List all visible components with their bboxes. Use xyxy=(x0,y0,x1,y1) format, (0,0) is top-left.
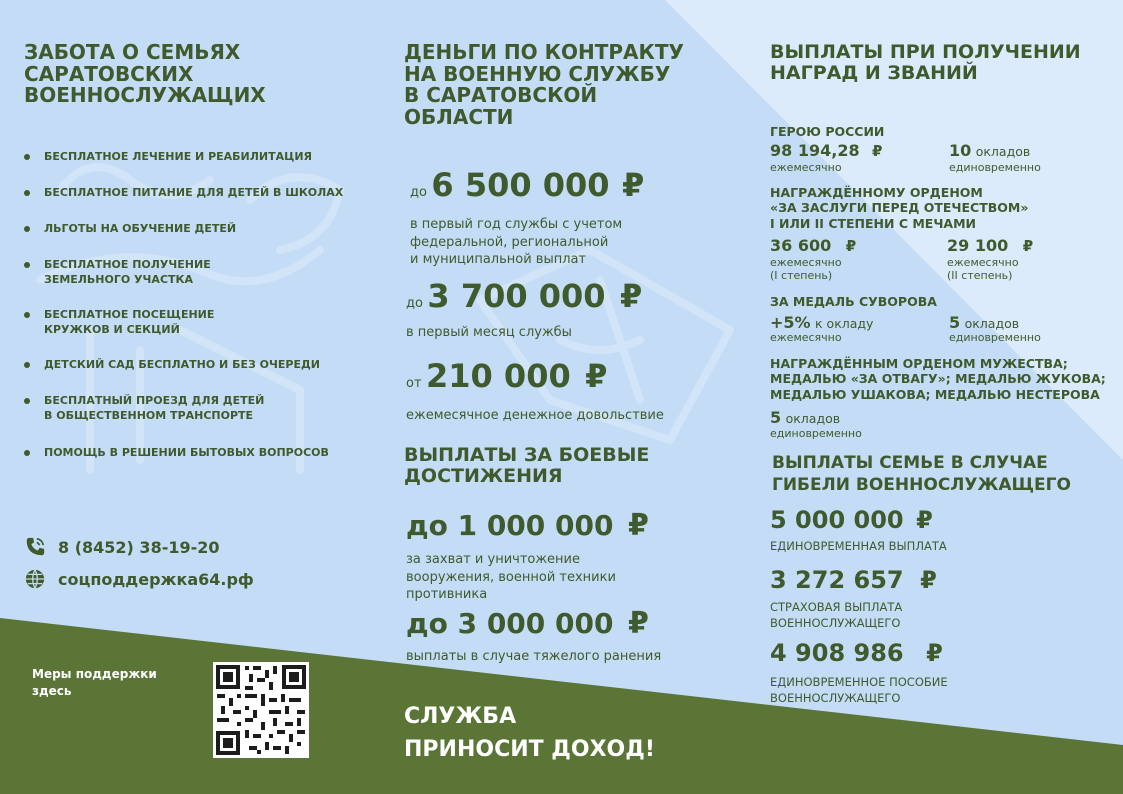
slogan-line-2: ПРИНОСИТ ДОХОД! xyxy=(404,737,655,762)
ruble-icon: ₽ xyxy=(872,142,883,160)
ruble-icon: ₽ xyxy=(627,508,649,543)
list-item: БЕСПЛАТНЫЙ ПРОЕЗД ДЛЯ ДЕТЕЙ В ОБЩЕСТВЕННОМ ТРАНСПОРТЕ xyxy=(24,394,264,423)
combat-value: до 1 000 000 xyxy=(406,509,614,542)
ruble-icon: ₽ xyxy=(1022,237,1034,255)
website-contact[interactable] xyxy=(24,568,254,590)
list-item: ПОМОЩЬ В РЕШЕНИИ БЫТОВЫХ ВОПРОСОВ xyxy=(24,446,329,461)
ruble-icon: ₽ xyxy=(845,237,857,255)
order-heading: НАГРАЖДЁННОМУ ОРДЕНОМ «ЗА ЗАСЛУГИ ПЕРЕД ОТЕЧЕСТВОМ» I ИЛИ II СТЕПЕНИ С МЕЧАМИ xyxy=(770,185,1029,231)
hero-monthly: 98 194,28 ₽ xyxy=(770,141,883,160)
amount-block-3: от 210 000 ₽ xyxy=(406,357,608,395)
list-item: ДЕТСКИЙ САД БЕСПЛАТНО И БЕЗ ОЧЕРЕДИ xyxy=(24,358,320,373)
family-title: ВЫПЛАТЫ СЕМЬЕ В СЛУЧАЕ ГИБЕЛИ ВОЕННОСЛУЖАЩЕГО xyxy=(772,453,1071,496)
suvorov-monthly: +5% к окладу xyxy=(770,313,874,332)
combat-block-2 xyxy=(406,606,649,641)
order-first-degree: 36 600 ₽ xyxy=(770,236,857,255)
bullet-icon xyxy=(24,450,30,456)
ruble-icon: ₽ xyxy=(627,606,649,641)
combat-title: ВЫПЛАТЫ ЗА БОЕВЫЕ ДОСТИЖЕНИЯ xyxy=(404,444,650,487)
list-item: БЕСПЛАТНОЕ ЛЕЧЕНИЕ И РЕАБИЛИТАЦИЯ xyxy=(24,150,312,165)
family-desc-3: ЕДИНОВРЕМЕННОЕ ПОСОБИЕ ВОЕННОСЛУЖАЩЕГО xyxy=(770,675,948,705)
phone-number: 8 (8452) 38-19-20 xyxy=(58,537,220,557)
list-item: ЛЬГОТЫ НА ОБУЧЕНИЕ ДЕТЕЙ xyxy=(24,222,236,237)
bullet-icon xyxy=(24,154,30,160)
list-item: БЕСПЛАТНОЕ ПИТАНИЕ ДЛЯ ДЕТЕЙ В ШКОЛАХ xyxy=(24,186,343,201)
combat-desc-1: за захват и уничтожение вооружения, военной техники противника xyxy=(406,552,616,603)
bullet-icon xyxy=(24,398,30,404)
qr-code-icon[interactable] xyxy=(213,662,309,758)
order-second-degree: 29 100 ₽ xyxy=(947,236,1034,255)
phone-contact[interactable] xyxy=(24,536,220,558)
family-block-3: 4 908 986 ₽ xyxy=(770,639,943,667)
amount-block-2: до 3 700 000 ₽ xyxy=(406,277,643,315)
combat-value: до 3 000 000 xyxy=(406,607,614,640)
ruble-icon: ₽ xyxy=(585,357,608,395)
amount-value: 210 000 xyxy=(425,357,571,395)
globe-icon xyxy=(24,568,46,590)
hero-heading: ГЕРОЮ РОССИИ xyxy=(770,124,885,139)
middle-title: ДЕНЬГИ ПО КОНТРАКТУ НА ВОЕННУЮ СЛУЖБУ В САРАТОВСКОЙ ОБЛАСТИ xyxy=(404,40,684,129)
courage-heading: НАГРАЖДЁННЫМ ОРДЕНОМ МУЖЕСТВА; МЕДАЛЬЮ «ЗА ОТВАГУ»; МЕДАЛЬЮ ЖУКОВА; МЕДАЛЬЮ УШАКОВА; МЕДАЛЬЮ НЕСТЕРОВА xyxy=(770,356,1106,402)
suvorov-heading: ЗА МЕДАЛЬ СУВОРОВА xyxy=(770,294,937,309)
ruble-icon: ₽ xyxy=(920,566,937,594)
amount-desc-1: в первый год службы с учетом федеральной, региональной и муниципальной выплат xyxy=(410,217,623,268)
website-link: соцподдержка64.рф xyxy=(58,569,254,589)
hero-onetime: 10 окладов xyxy=(949,141,1031,160)
measures-label: Меры поддержки здесь xyxy=(32,667,157,699)
list-item: БЕСПЛАТНОЕ ПОЛУЧЕНИЕ ЗЕМЕЛЬНОГО УЧАСТКА xyxy=(24,258,211,287)
left-title: ЗАБОТА О СЕМЬЯХ САРАТОВСКИХ ВОЕННОСЛУЖАЩИХ xyxy=(24,40,266,108)
amount-value: 3 700 000 xyxy=(427,277,606,315)
combat-block-1 xyxy=(406,508,649,543)
bullet-icon xyxy=(24,362,30,368)
list-item: БЕСПЛАТНОЕ ПОСЕЩЕНИЕ КРУЖКОВ И СЕКЦИЙ xyxy=(24,308,214,337)
suvorov-onetime: 5 окладов xyxy=(949,313,1020,332)
family-desc-2: СТРАХОВАЯ ВЫПЛАТА ВОЕННОСЛУЖАЩЕГО xyxy=(770,600,903,630)
amount-desc-2: в первый месяц службы xyxy=(406,325,572,340)
ruble-icon: ₽ xyxy=(926,639,943,667)
family-block-1: 5 000 000 ₽ xyxy=(770,506,933,534)
bullet-icon xyxy=(24,226,30,232)
combat-desc-2: выплаты в случае тяжелого ранения xyxy=(406,649,662,664)
phone-icon xyxy=(24,536,46,558)
family-desc-1: ЕДИНОВРЕМЕННАЯ ВЫПЛАТА xyxy=(770,539,947,553)
family-block-2: 3 272 657 ₽ xyxy=(770,566,937,594)
ruble-icon: ₽ xyxy=(916,506,933,534)
ruble-icon: ₽ xyxy=(622,166,645,204)
amount-desc-3: ежемесячное денежное довольствие xyxy=(406,408,664,423)
right-title: ВЫПЛАТЫ ПРИ ПОЛУЧЕНИИ НАГРАД И ЗВАНИЙ xyxy=(770,41,1081,84)
courage-onetime: 5 окладов xyxy=(770,408,841,427)
amount-value: 6 500 000 xyxy=(431,166,610,204)
bullet-icon xyxy=(24,190,30,196)
amount-block-1: до 6 500 000 ₽ xyxy=(410,166,645,204)
ruble-icon: ₽ xyxy=(620,277,643,315)
bullet-icon xyxy=(24,312,30,318)
slogan-line-1: СЛУЖБА xyxy=(404,704,517,729)
bullet-icon xyxy=(24,262,30,268)
